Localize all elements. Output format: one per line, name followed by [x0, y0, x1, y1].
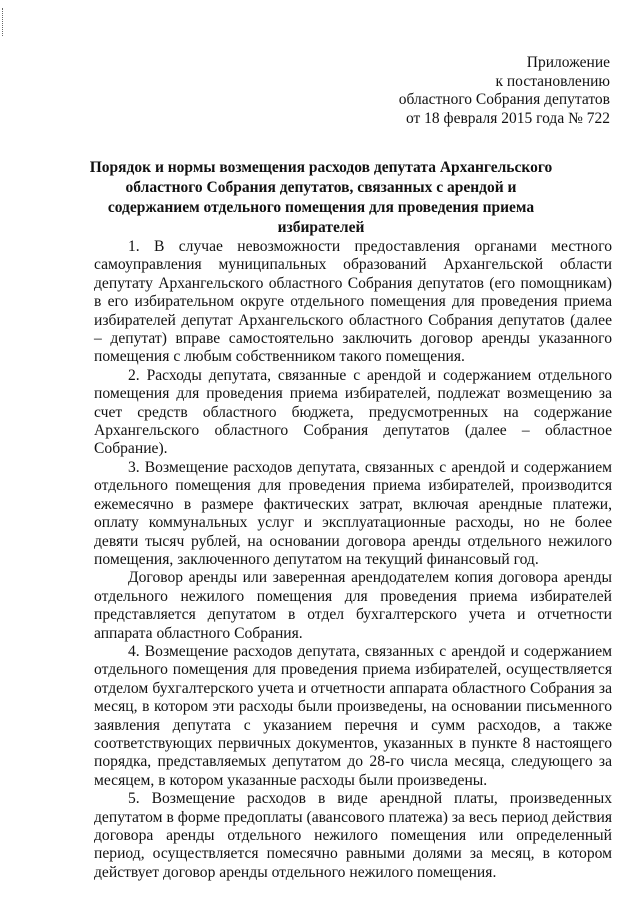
paragraph-4: 4. Возмещение расходов депутата, связанных с арендой и содержанием отдельного помещения для проведения приема избирателей, осуществляется отделом бухгалтерского учета и отчетности аппарата областного Собрания за месяц, в котором эти расходы были произведены, на основании письменного заявления депутата с указанием перечня и сумм расходов, а также соответствующих первичных документов, указанных в пункте 8 настоящего порядка, представляемых депутатом до 28-го числа месяца, следующего за месяцем, в котором указанные расходы были произведены. — [94, 642, 612, 789]
appendix-block — [399, 54, 610, 128]
paragraph-2: 2. Расходы депутата, связанные с арендой и содержанием отдельного помещения для проведения приема избирателей, подлежат возмещению за счет средств областного бюджета, предусмотренных на содержание Архангельского областного Собрания депутатов (далее – областное Собрание). — [94, 366, 612, 458]
appendix-line: областного Собрания депутатов — [398, 91, 610, 108]
appendix-line: от 18 февраля 2015 года № 722 — [405, 109, 610, 127]
appendix-line: Приложение — [526, 54, 610, 71]
document-body — [94, 238, 612, 882]
paragraph-5: 5. Возмещение расходов в виде арендной платы, произведенных депутатом в форме предоплаты (авансового платежа) за весь период действия договора аренды отдельного нежилого помещения или определенный период, осуществляется помесячно равными долями за месяц, в котором действует договор аренды отдельного нежилого помещения. — [94, 790, 612, 881]
paragraph-1: 1. В случае невозможности предоставления органами местного самоуправления муниципальных образований Архангельской области депутату Архангельского областного Собрания депутатов (его помощникам) в его избирательном округе отдельного помещения для проведения приема избирателей депутат Архангельского областного Собрания депутатов (далее – депутат) вправе самостоятельно заключить договор аренды указанного помещения с любым собственником такого помещения. — [94, 238, 612, 366]
document-title: Порядок и нормы возмещения расходов депутата Архангельского областного Собрания депутатов, связанных с арендой и содержанием отдельного помещения для проведения приема избирателей — [89, 159, 553, 236]
appendix-line: к постановлению — [495, 72, 610, 90]
paragraph-3-continued: Договор аренды или заверенная арендодателем копия договора аренды отдельного нежилого помещения для проведения приема избирателей представляется депутатом в отдел бухгалтерского учета и отчетности аппарата областного Собрания. — [94, 569, 612, 642]
paragraph-3: 3. Возмещение расходов депутата, связанных с арендой и содержанием отдельного помещения для проведения приема избирателей, производится ежемесячно в размере фактических затрат, включая арендные платежи, оплату коммунальных услуг и эксплуатационные расходы, но не более девяти тысяч рублей, на основании договора аренды отдельного нежилого помещения, заключенного депутатом на текущий финансовый год. — [94, 458, 612, 568]
scan-edge-mark — [2, 8, 4, 36]
